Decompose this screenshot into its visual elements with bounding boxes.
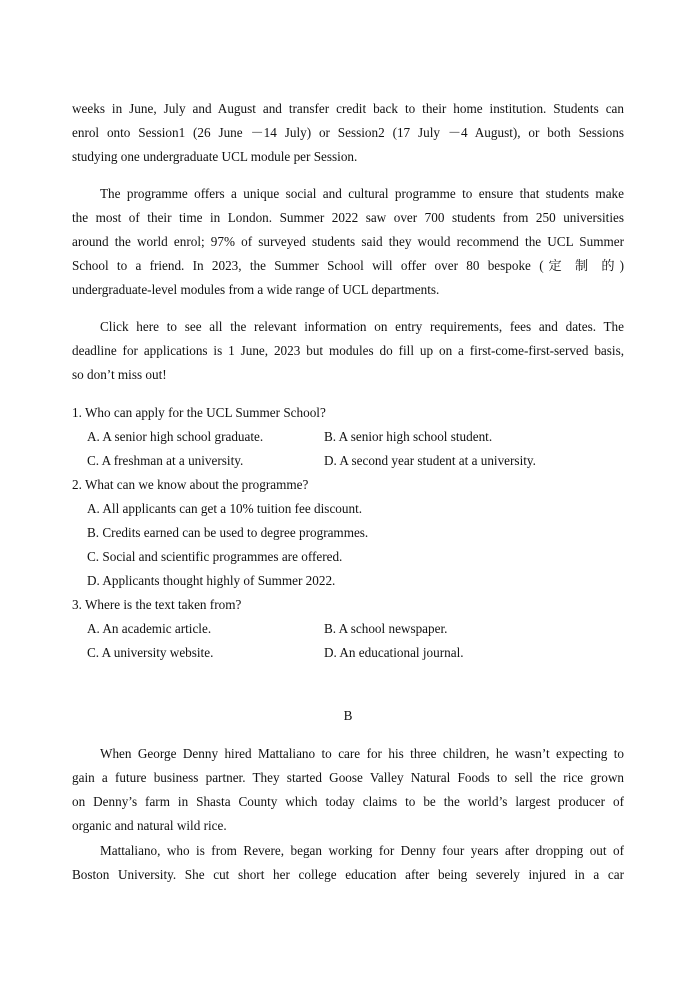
- text-line: When George Denny hired Mattaliano to care for his three children, he wasn’t expecting to: [100, 746, 624, 761]
- text-line: studying one undergraduate UCL module per Session.: [72, 149, 358, 164]
- option: D. An educational journal.: [324, 645, 464, 660]
- text-line: so don’t miss out!: [72, 367, 167, 382]
- text-line: Click here to see all the relevant information on entry requirements, fees and dates. The: [100, 319, 624, 334]
- option: D. Applicants thought highly of Summer 2022.: [87, 573, 336, 588]
- text-line: undergraduate-level modules from a wide range of UCL departments.: [72, 282, 440, 297]
- option: D. A second year student at a university.: [324, 453, 536, 468]
- question-1: 1. Who can apply for the UCL Summer School?: [72, 405, 326, 420]
- text-line: on Denny’s farm in Shasta County which today claims to be the world’s largest producer of: [72, 794, 624, 809]
- text-line: around the world enrol; 97% of surveyed students said they would recommend the UCL Summer: [72, 234, 624, 249]
- option: B. Credits earned can be used to degree programmes.: [87, 525, 369, 540]
- question-2: 2. What can we know about the programme?: [72, 477, 309, 492]
- option: C. A university website.: [87, 645, 214, 660]
- option: B. A senior high school student.: [324, 429, 493, 444]
- text-line: organic and natural wild rice.: [72, 818, 227, 833]
- text-line: deadline for applications is 1 June, 2023 but modules do fill up on a first-come-first-served basis,: [72, 343, 624, 358]
- option: B. A school newspaper.: [324, 621, 448, 636]
- option: A. All applicants can get a 10% tuition fee discount.: [87, 501, 363, 516]
- text-line: weeks in June, July and August and transfer credit back to their home institution. Students can: [72, 101, 624, 116]
- text-line: Boston University. She cut short her college education after being severely injured in a car: [72, 867, 624, 882]
- question-3: 3. Where is the text taken from?: [72, 597, 242, 612]
- text-line: enrol onto Session1 (26 June －14 July) or Session2 (17 July －4 August), or both Sessions: [72, 125, 624, 140]
- option: A. A senior high school graduate.: [87, 429, 264, 444]
- text-line: The programme offers a unique social and cultural programme to ensure that students make: [100, 186, 624, 201]
- option: C. Social and scientific programmes are offered.: [87, 549, 343, 564]
- section-heading: B: [343, 708, 353, 723]
- option: A. An academic article.: [87, 621, 212, 636]
- text-line: the most of their time in London. Summer 2022 saw over 700 students from 250 universities: [72, 210, 624, 225]
- text-line: School to a friend. In 2023, the Summer School will offer over 80 bespoke (定 制 的): [72, 258, 624, 273]
- option: C. A freshman at a university.: [87, 453, 244, 468]
- text-line: Mattaliano, who is from Revere, began working for Denny four years after dropping out of: [100, 843, 624, 858]
- text-line: gain a future business partner. They started Goose Valley Natural Foods to sell the rice grown: [72, 770, 624, 785]
